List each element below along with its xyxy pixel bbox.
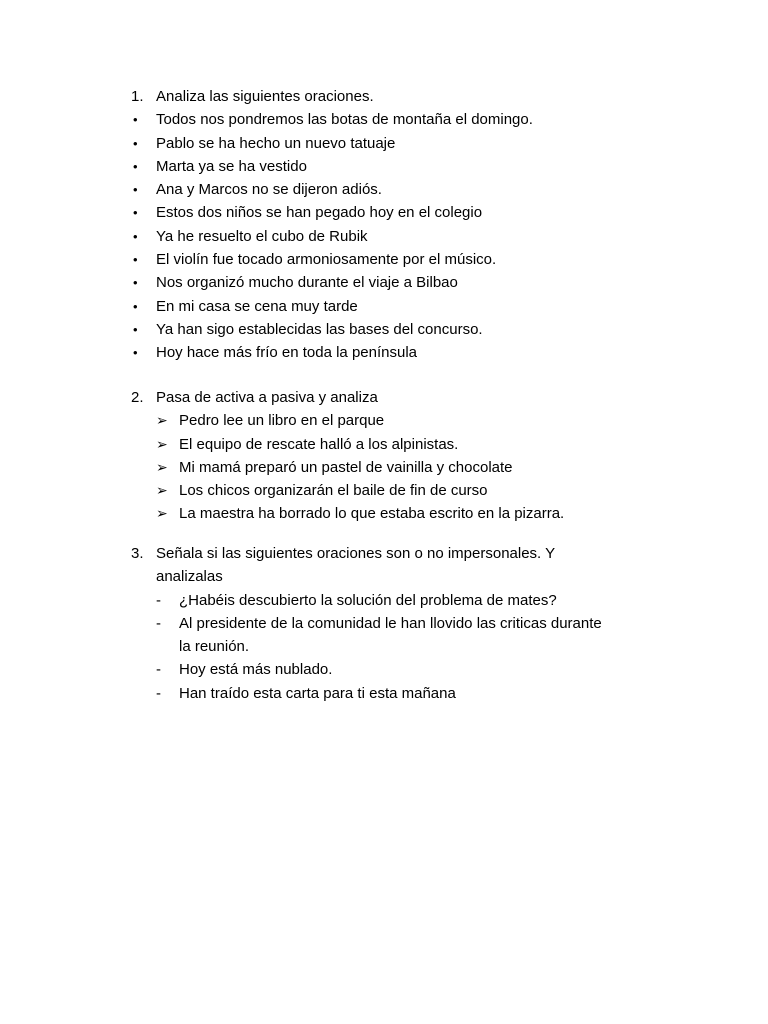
list-item	[0, 108, 768, 131]
list-item-text: Pedro lee un libro en el parque	[179, 412, 385, 430]
list-item-text: El violín fue tocado armoniosamente por el músico.	[156, 251, 497, 269]
bullet-icon: •	[133, 298, 138, 314]
list-item	[0, 132, 768, 155]
list-item	[0, 248, 768, 271]
section-1	[0, 85, 768, 365]
section-heading	[0, 542, 768, 565]
list-item-text: ¿Habéis descubierto la solución del problema de mates?	[179, 591, 557, 609]
dash-bullet-icon: -	[156, 614, 161, 632]
list-item-continuation	[0, 635, 768, 658]
list-item-text: Ya he resuelto el cubo de Rubik	[156, 227, 368, 245]
list-item-text: Estos dos niños se han pegado hoy en el colegio	[156, 204, 483, 222]
list-item-text: Los chicos organizarán el baile de fin de curso	[179, 482, 488, 500]
list-item	[0, 155, 768, 178]
heading-text: analizalas	[156, 568, 223, 586]
list-item-text: Hoy está más nublado.	[179, 661, 333, 679]
list-number: 1.	[131, 88, 144, 105]
list-item	[0, 225, 768, 248]
bullet-icon: •	[133, 112, 138, 128]
list-item-text: Marta ya se ha vestido	[156, 157, 307, 175]
list-item	[0, 295, 768, 318]
list-item	[0, 409, 768, 432]
list-item-text: Nos organizó mucho durante el viaje a Bilbao	[156, 274, 458, 292]
list-item-text: Ya han sigo establecidas las bases del concurso.	[156, 320, 483, 338]
list-item	[0, 612, 768, 635]
heading-text: Señala si las siguientes oraciones son o no impersonales. Y	[156, 545, 556, 562]
list-number: 3.	[131, 545, 144, 562]
list-item	[0, 658, 768, 681]
heading-text: Pasa de activa a pasiva y analiza	[156, 389, 378, 406]
list-item-text: Mi mamá preparó un pastel de vainilla y chocolate	[179, 458, 513, 476]
list-number: 2.	[131, 389, 144, 406]
list-item-text: Pablo se ha hecho un nuevo tatuaje	[156, 134, 396, 152]
list-item	[0, 479, 768, 502]
list-item-text: Han traído esta carta para ti esta mañana	[179, 684, 456, 702]
arrow-bullet-icon: ➢	[156, 412, 168, 429]
bullet-icon: •	[133, 205, 138, 221]
section-heading-continuation	[0, 565, 768, 588]
dash-bullet-icon: -	[156, 684, 161, 702]
arrow-bullet-icon: ➢	[156, 505, 168, 522]
bullet-icon: •	[133, 182, 138, 198]
list-item	[0, 682, 768, 705]
list-item	[0, 502, 768, 525]
arrow-bullet-icon: ➢	[156, 482, 168, 499]
bullet-icon: •	[133, 252, 138, 268]
bullet-icon: •	[133, 345, 138, 361]
list-item-text: la reunión.	[179, 638, 250, 656]
bullet-icon: •	[133, 158, 138, 174]
list-item	[0, 201, 768, 224]
list-item	[0, 341, 768, 364]
list-item	[0, 318, 768, 341]
list-item-text: El equipo de rescate halló a los alpinistas.	[179, 435, 459, 453]
bullet-icon: •	[133, 321, 138, 337]
list-item-text: La maestra ha borrado lo que estaba escrito en la pizarra.	[179, 505, 565, 523]
list-item	[0, 589, 768, 612]
heading-text: Analiza las siguientes oraciones.	[156, 88, 374, 105]
bullet-icon: •	[133, 228, 138, 244]
list-item	[0, 456, 768, 479]
section-heading	[0, 85, 768, 108]
section-heading	[0, 386, 768, 409]
list-item	[0, 433, 768, 456]
section-3	[0, 542, 768, 705]
bullet-icon: •	[133, 275, 138, 291]
arrow-bullet-icon: ➢	[156, 458, 168, 475]
list-item-text: Todos nos pondremos las botas de montaña el domingo.	[156, 111, 533, 129]
bullet-icon: •	[133, 135, 138, 151]
list-item	[0, 271, 768, 294]
dash-bullet-icon: -	[156, 661, 161, 679]
list-item-text: En mi casa se cena muy tarde	[156, 297, 358, 315]
list-item-text: Hoy hace más frío en toda la península	[156, 344, 417, 362]
section-2	[0, 386, 768, 526]
list-item-text: Al presidente de la comunidad le han llovido las criticas durante	[179, 614, 602, 632]
arrow-bullet-icon: ➢	[156, 435, 168, 452]
dash-bullet-icon: -	[156, 591, 161, 609]
list-item	[0, 178, 768, 201]
list-item-text: Ana y Marcos no se dijeron adiós.	[156, 181, 382, 199]
